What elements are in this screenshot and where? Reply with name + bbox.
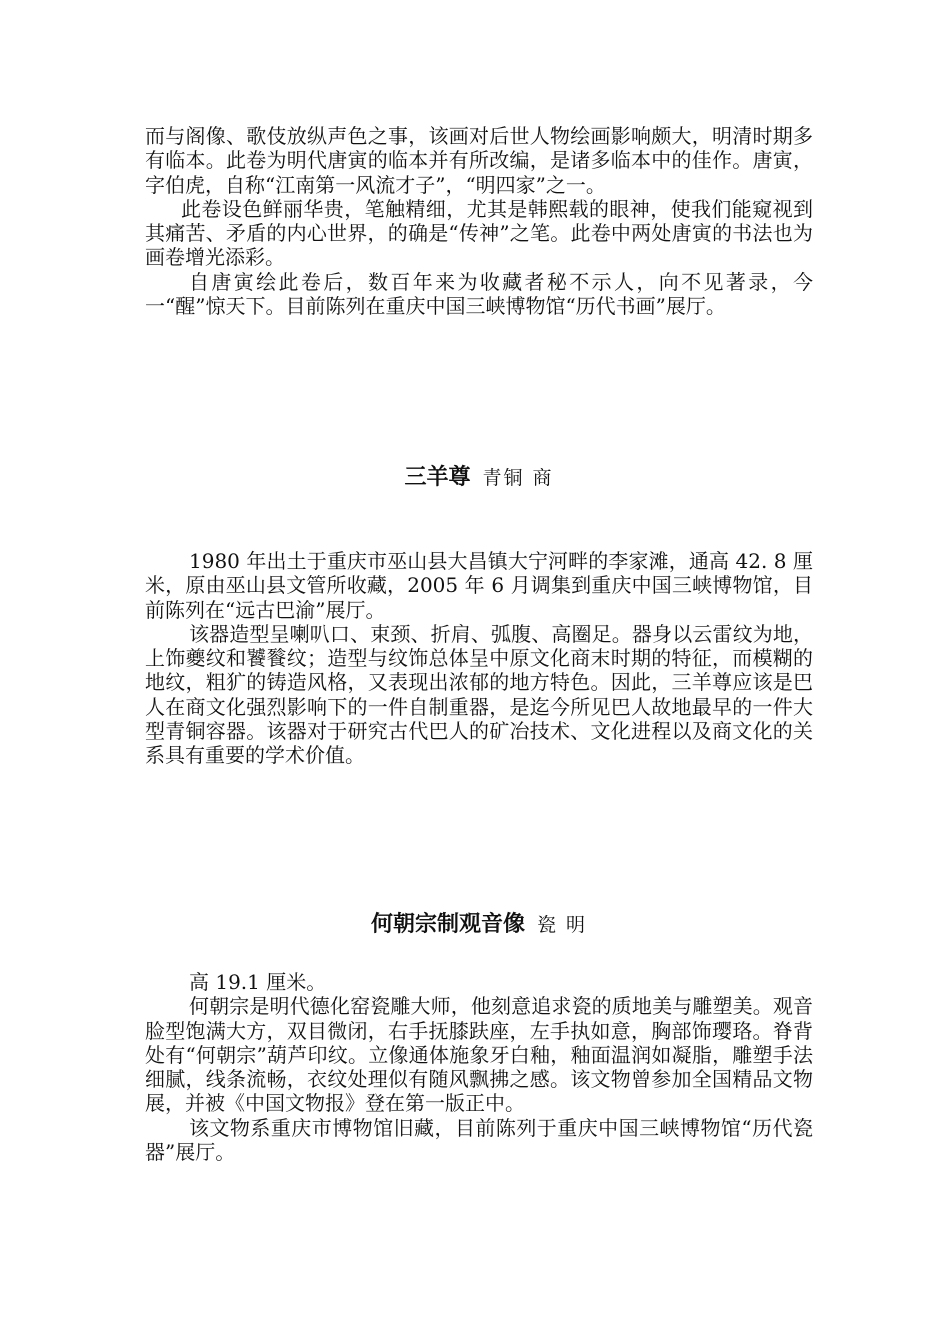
paragraph: 何朝宗是明代德化窑瓷雕大师，他刻意追求瓷的质地美与雕塑美。观音脸型饱满大方，双目微闭，右手抚膝趺座，左手执如意，胸部饰璎珞。脊背处有“何朝宗”葫芦印纹。立像通体施象牙白釉，釉面温润如凝脂，雕塑手法细腻，线条流畅，衣纹处理似有随风飘拂之感。该文物曾参加全国精品文物展，并被《中国文物报》登在第一版正中。 xyxy=(145,994,813,1116)
paragraph: 而与阁像、歌伎放纵声色之事，该画对后世人物绘画影响颇大，明清时期多有临本。此卷为明代唐寅的临本并有所改编，是诸多临本中的佳作。唐寅，字伯虎，自称“江南第一风流才子”，“明四家”之一。 xyxy=(145,124,813,197)
paragraph: 此卷设色鲜丽华贵，笔触精细，尤其是韩熙载的眼神，使我们能窥视到其痛苦、矛盾的内心世界，的确是“传神”之笔。此卷中两处唐寅的书法也为画卷增光添彩。 xyxy=(145,196,813,270)
paragraph: 自唐寅绘此卷后，数百年来为收藏者秘不示人，向不见著录，今一“醒”惊天下。目前陈列在重庆中国三峡博物馆“历代书画”展厅。 xyxy=(145,269,813,319)
heading-title: 三羊尊 xyxy=(404,465,471,490)
paragraph: 该文物系重庆市博物馆旧藏，目前陈列于重庆中国三峡博物馆“历代瓷器”展厅。 xyxy=(145,1115,813,1165)
paragraph: 1980 年出土于重庆市巫山县大昌镇大宁河畔的李家滩，通高 42. 8 厘米，原由巫山县文管所收藏，2005 年 6 月调集到重庆中国三峡博物馆，目前陈列在“远古巴渝”展厅。 xyxy=(145,549,813,622)
heading-subtitle: 瓷 明 xyxy=(536,914,588,936)
section-heading-guanyin xyxy=(145,907,813,938)
section-painting-text xyxy=(145,124,813,318)
paragraph: 该器造型呈喇叭口、束颈、折肩、弧腹、高圈足。器身以云雷纹为地，上饰夔纹和饕餮纹；造型与纹饰总体呈中原文化商末时期的特征，而模糊的地纹，粗犷的铸造风格，又表现出浓郁的地方特色。因此，三羊尊应该是巴人在商文化强烈影响下的一件自制重器，是迄今所见巴人故地最早的一件大型青铜容器。该器对于研究古代巴人的矿冶技术、文化进程以及商文化的关系具有重要的学术价值。 xyxy=(145,621,813,768)
section-guanyin-text xyxy=(145,970,813,1164)
heading-subtitle: 青铜 商 xyxy=(482,467,554,489)
paragraph: 高 19.1 厘米。 xyxy=(189,970,327,994)
heading-title: 何朝宗制观音像 xyxy=(370,912,525,937)
section-sanyangzun-text xyxy=(145,549,813,768)
section-heading-sanyangzun xyxy=(145,460,813,491)
